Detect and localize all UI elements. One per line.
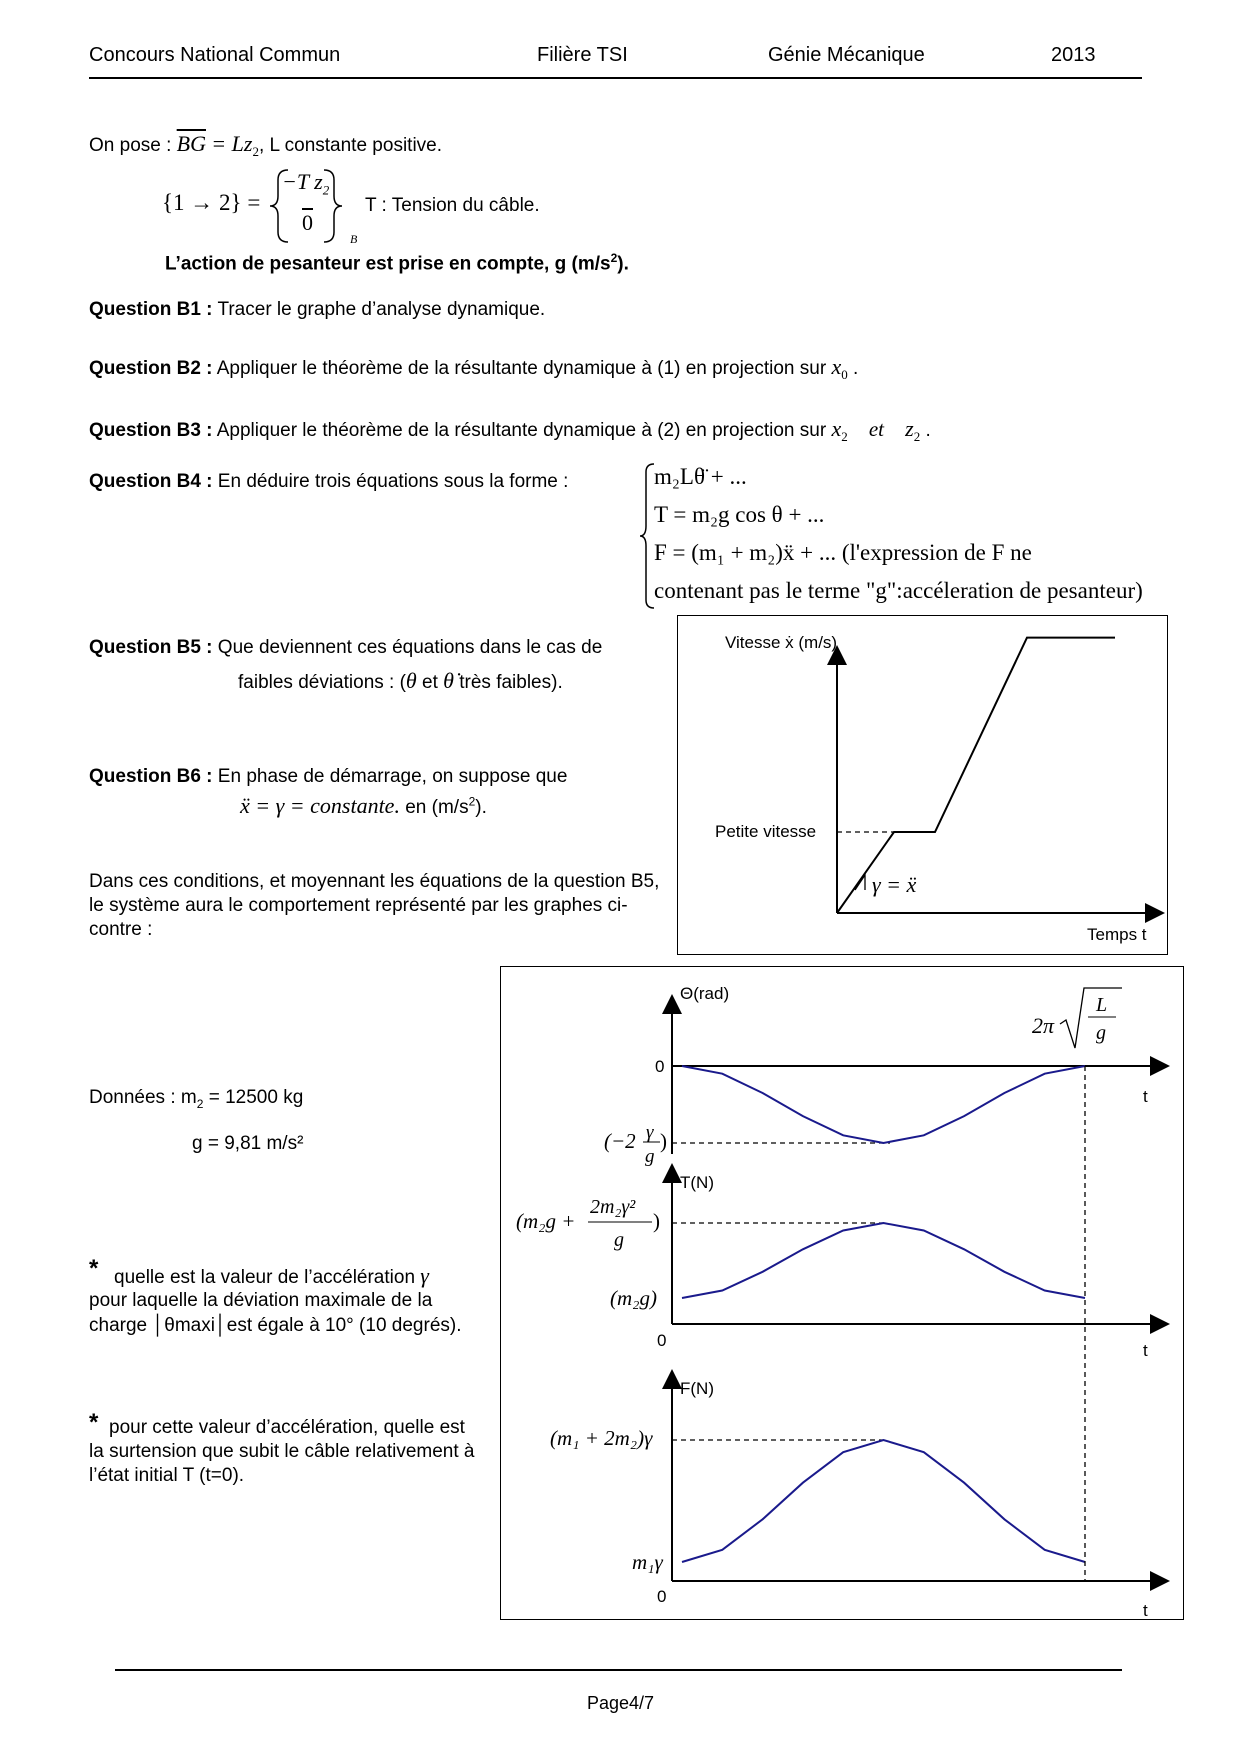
force-ylabel: F(N) [680, 1379, 714, 1398]
gravity-note: L’action de pesanteur est prise en compte, g $(m/s^2)$. [165, 251, 629, 275]
b4-eq3: F = (m₁ + m₂)ẍ + ... (l'expression de F ne [654, 540, 1032, 565]
bg-vector: $\overline{BG}$ [176, 131, 206, 156]
force-max-label: (m₁ + 2m₂)γ [550, 1426, 653, 1450]
donnees-g: g = 9,81 m/s² [192, 1133, 304, 1154]
force-base-label: m₁γ [632, 1550, 663, 1574]
question-b6-line1: Question B6 : En phase de démarrage, on suppose que [89, 766, 568, 787]
tension-base-label: (m₂g) [610, 1286, 657, 1310]
header-institution: Concours National Commun [89, 44, 341, 66]
donnees-q1-rest: pour laquelle la déviation maximale de la charge │θmaxi│est égale à 10° (10 degrés). [89, 1290, 462, 1336]
theta-period-g: g [1096, 1022, 1106, 1044]
velocity-chart [677, 615, 1168, 955]
b4-eq2: T = m₂g cos θ + ... [654, 502, 825, 527]
question-b5-line2: faibles déviations : (θ et θ̇ très faibles). [238, 668, 563, 693]
b4-eq1: m₂Lθ̈ + ... [654, 464, 747, 489]
torsor-bottom: 0 [302, 210, 313, 235]
header-subject: Génie Mécanique [768, 44, 925, 66]
theta-period-label: 2π [1032, 1013, 1055, 1038]
tension-max-num: 2m₂γ² [590, 1196, 636, 1218]
force-zero-label: 0 [657, 1587, 667, 1606]
tension-curve [682, 1223, 1085, 1298]
tension-max-den: g [614, 1229, 624, 1251]
question-b6-line2: ẍ = γ = constante. en $(m/s^2)$. [240, 793, 487, 818]
tension-zero-label: 0 [657, 1331, 667, 1350]
tension-max-open: (m₂g + [516, 1209, 576, 1233]
page-number: Page4/7 [587, 1693, 655, 1713]
b4-eq4: contenant pas le terme "g":accéleration de pesanteur) [654, 578, 1143, 603]
tension-xlabel: t [1143, 1341, 1148, 1360]
theta-xlabel: t [1143, 1087, 1148, 1106]
conditions-paragraph: Dans ces conditions, et moyennant les équations de la question B5, le système aura le comportement représenté par les graphes ci-contre : [89, 871, 660, 940]
theta-min-close: ) [660, 1129, 667, 1153]
question-b4: Question B4 : En déduire trois équations sous la forme : [89, 471, 569, 492]
donnees-q1-line1: quelle est la valeur de l’accélération γ [114, 1263, 429, 1288]
theta-ylabel: Θ(rad) [680, 984, 730, 1003]
question-b2: Question B2 : Appliquer le théorème de la résultante dynamique à (1) en projection sur $x_0$ . [89, 354, 859, 382]
header-track: Filière TSI [537, 44, 628, 66]
intro-on-pose: On pose : $\overline{BG} = Lz_2$, L constante positive. [89, 131, 443, 159]
theta-period-L: L [1096, 994, 1108, 1016]
theta-curve [682, 1066, 1085, 1143]
velocity-annotation-level: Petite vitesse [715, 822, 817, 841]
theta-zero-label: 0 [655, 1057, 665, 1076]
force-xlabel: t [1143, 1601, 1148, 1620]
force-curve [682, 1440, 1085, 1562]
donnees-q2-star: * [89, 1409, 99, 1436]
velocity-slope-triangle [855, 875, 865, 890]
question-b1: Question B1 : Tracer le graphe d’analyse dynamique. [89, 299, 546, 320]
tension-label: T : Tension du câble. [365, 195, 540, 216]
donnees-q2-text: pour cette valeur d’accélération, quelle est la surtension que subit le câble relativement à l’état initial T (t=0). [89, 1417, 475, 1486]
donnees-m2: Données : $m_2 = 12500$ kg [89, 1087, 304, 1111]
tension-ylabel: T(N) [680, 1173, 714, 1192]
question-b3: Question B3 : Appliquer le théorème de la résultante dynamique à (2) en projection sur $x_2$ et $z_2$ . [89, 416, 931, 444]
torsor-point: B [350, 232, 358, 246]
theta-min-gamma: γ [646, 1122, 654, 1143]
footer-rule [115, 1669, 1122, 1671]
header-rule [89, 77, 1142, 79]
velocity-xlabel: Temps t [1087, 925, 1147, 944]
theta-min-g: g [645, 1146, 655, 1167]
donnees-q1-star: * [89, 1255, 99, 1282]
velocity-annotation-slope: γ = ẍ [872, 872, 917, 897]
header-year: 2013 [1051, 44, 1096, 66]
tension-max-close: ) [653, 1209, 660, 1233]
torsor-top: −T $z_2$ [282, 169, 330, 198]
velocity-ylabel: Vitesse ẋ (m/s) [725, 633, 838, 652]
torsor-lhs: {1 → 2} = [162, 190, 261, 215]
theta-period-radical [1060, 988, 1122, 1048]
question-b5-line1: Question B5 : Que deviennent ces équations dans le cas de [89, 637, 603, 658]
theta-min-label: (−2 [604, 1129, 636, 1153]
response-charts [500, 966, 1184, 1620]
